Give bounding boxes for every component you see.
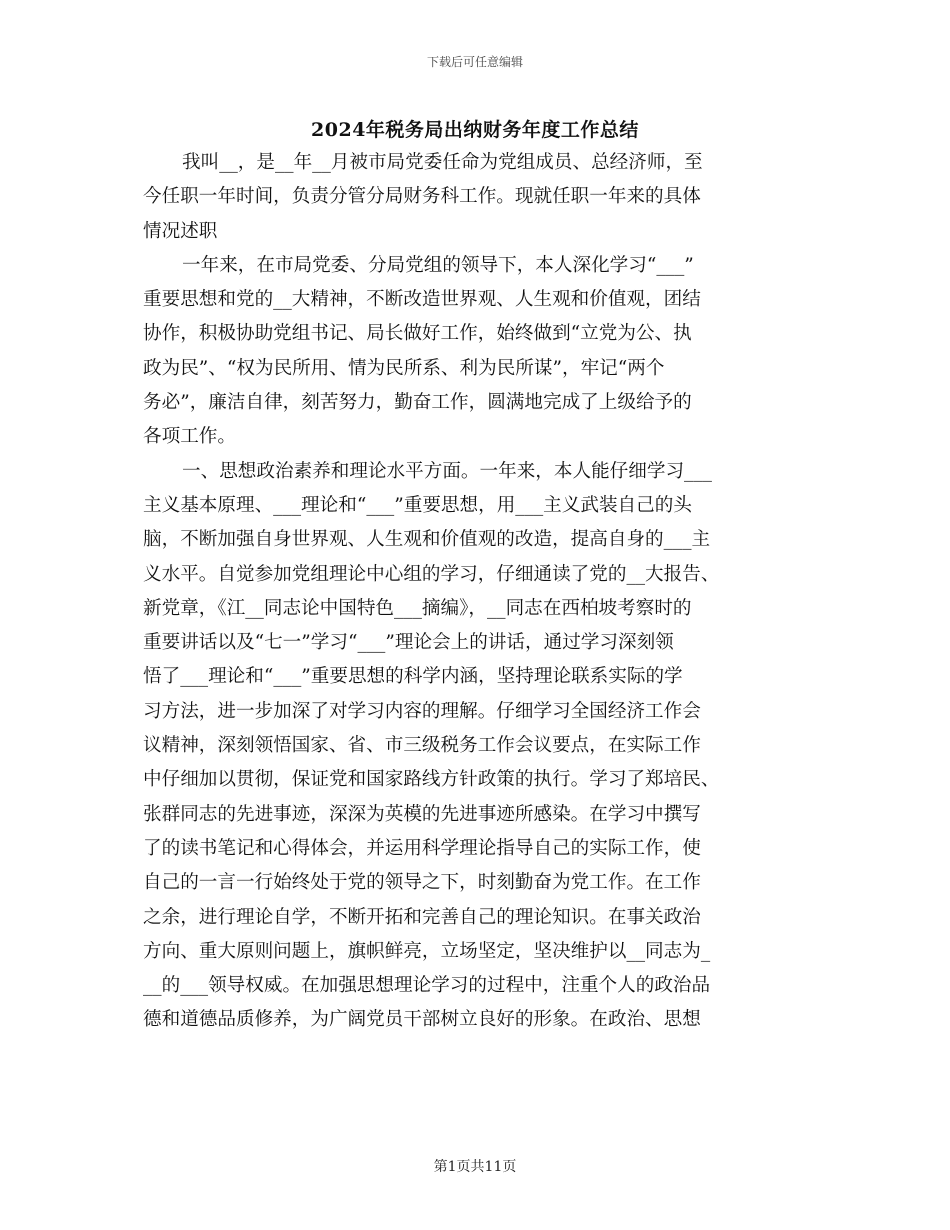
body-line: 自己的一言一行始终处于党的领导之下，时刻勤奋为党工作。在工作	[143, 872, 701, 894]
header-note: 下载后可任意编辑	[426, 55, 523, 69]
body-line: 务必”，廉洁自律，刻苦努力，勤奋工作，圆满地完成了上级给予的	[143, 392, 692, 414]
body-line: 习方法，进一步加深了对学习内容的理解。仔细学习全国经济工作会	[143, 700, 701, 722]
body-line: 我叫__，是__年__月被市局党委任命为党组成员、总经济师，至	[182, 152, 703, 173]
body-line: __的___领导权威。在加强思想理论学习的过程中，注重个人的政治品	[143, 975, 711, 997]
body-line: 情况述职	[143, 220, 218, 242]
body-line: 方向、重大原则问题上，旗帜鲜亮，立场坚定，坚决维护以__同志为_	[143, 940, 711, 962]
body-line: 中仔细加以贯彻，保证党和国家路线方针政策的执行。学习了郑培民、	[143, 769, 720, 791]
body-line: 重要思想和党的__大精神，不断改造世界观、人生观和价值观，团结	[143, 289, 701, 311]
body-line: 新党章，《江__同志论中国特色___摘编》，__同志在西柏坡考察时的	[143, 597, 692, 619]
body-line: 主义基本原理、___理论和“___”重要思想，用___主义武装自己的头	[143, 494, 692, 516]
body-line: 德和道德品质修养，为广阔党员干部树立良好的形象。在政治、思想	[143, 1009, 701, 1031]
document-body	[143, 146, 808, 1038]
body-line: 脑，不断加强自身世界观、人生观和价值观的改造，提高自身的___主	[143, 529, 711, 551]
body-line: 今任职一年时间，负责分管分局财务科工作。现就任职一年来的具体	[143, 186, 701, 208]
body-line: 政为民”、“权为民所用、情为民所系、利为民所谋”，牢记“两个	[143, 357, 665, 379]
body-line: 各项工作。	[143, 426, 236, 448]
document-title: 2024年税务局出纳财务年度工作总结	[311, 119, 639, 141]
body-line: 一、思想政治素养和理论水平方面。一年来，本人能仔细学习___	[182, 460, 712, 482]
body-line: 义水平。自觉参加党组理论中心组的学习，仔细通读了党的__大报告、	[143, 563, 720, 585]
page-footer: 第1页共11页	[433, 1159, 517, 1175]
body-line: 协作，积极协助党组书记、局长做好工作，始终做到“立党为公、执	[143, 323, 692, 345]
body-line: 议精神，深刻领悟国家、省、市三级税务工作会议要点，在实际工作	[143, 735, 701, 757]
body-line: 张群同志的先进事迹，深深为英模的先进事迹所感染。在学习中撰写	[143, 803, 701, 825]
body-line: 悟了___理论和“___”重要思想的科学内涵，坚持理论联系实际的学	[143, 666, 683, 688]
body-line: 一年来，在市局党委、分局党组的领导下，本人深化学习“___”	[182, 254, 694, 276]
body-line: 了的读书笔记和心得体会，并运用科学理论指导自己的实际工作，使	[143, 837, 701, 859]
body-line: 重要讲话以及“七一”学习“___”理论会上的讲话，通过学习深刻领	[143, 632, 674, 654]
body-line: 之余，进行理论自学，不断开拓和完善自己的理论知识。在事关政治	[143, 906, 701, 928]
